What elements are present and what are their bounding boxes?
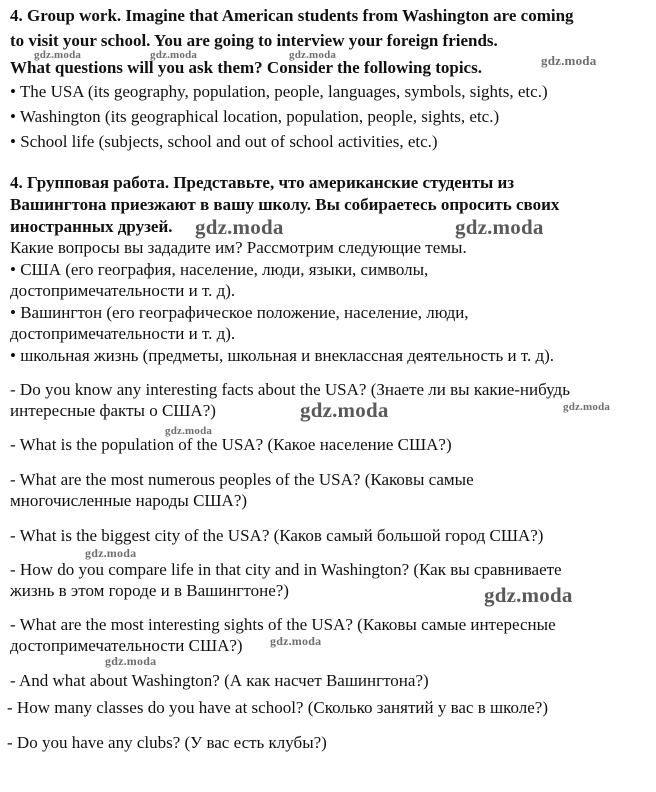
watermark: gdz.moda	[289, 49, 337, 61]
question-peoples-cont: многочисленные народы США?)	[10, 491, 248, 510]
watermark: gdz.moda	[85, 546, 137, 560]
english-bullet-washington: • Washington (its geographical location, population, people, sights, etc.)	[10, 107, 500, 126]
question-facts: - Do you know any interesting facts about the USA? (Знаете ли вы какие-нибудь	[10, 380, 570, 399]
russian-bullet-washington: • Вашингтон (его географическое положение, население, люди,	[10, 303, 469, 322]
question-compare-life: - How do you compare life in that city and in Washington? (Как вы сравниваете	[10, 560, 562, 579]
watermark: gdz.moda	[300, 398, 389, 422]
watermark: gdz.moda	[270, 634, 322, 648]
question-compare-life-cont: жизнь в этом городе и в Вашингтоне?)	[10, 581, 289, 600]
question-peoples: - What are the most numerous peoples of the USA? (Каковы самые	[10, 470, 474, 489]
english-task-line-1: 4. Group work. Imagine that American students from Washington are coming	[10, 6, 574, 25]
watermark: gdz.moda	[563, 401, 611, 413]
question-biggest-city: - What is the biggest city of the USA? (Каков самый большой город США?)	[10, 526, 544, 545]
russian-bullet-washington-cont: достопримечательности и т. д).	[10, 324, 236, 343]
watermark: gdz.moda	[541, 53, 597, 68]
russian-task-line-3: иностранных друзей.	[10, 217, 173, 236]
question-classes: - How many classes do you have at school? (Сколько занятий у вас в школе?)	[7, 698, 549, 717]
russian-task-line-1: 4. Групповая работа. Представьте, что американские студенты из	[10, 173, 515, 192]
watermark: gdz.moda	[165, 425, 213, 437]
question-sights: - What are the most interesting sights of the USA? (Каковы самые интересные	[10, 615, 556, 634]
watermark: gdz.moda	[455, 215, 544, 239]
question-sights-cont: достопримечательности США?)	[10, 636, 243, 655]
russian-bullet-usa-cont: достопримечательности и т. д).	[10, 281, 236, 300]
question-clubs: - Do you have any clubs? (У вас есть клубы?)	[7, 733, 327, 752]
watermark: gdz.moda	[34, 49, 82, 61]
question-facts-cont: интересные факты о США?)	[10, 401, 216, 420]
watermark: gdz.moda	[105, 654, 157, 668]
english-task-line-2: to visit your school. You are going to interview your foreign friends.	[10, 31, 498, 50]
question-washington: - And what about Washington? (А как насчет Вашингтона?)	[10, 671, 429, 690]
english-task-line-3: What questions will you ask them? Consider the following topics.	[10, 58, 482, 77]
english-bullet-school-life: • School life (subjects, school and out of school activities, etc.)	[10, 132, 438, 151]
watermark: gdz.moda	[484, 583, 573, 607]
russian-bullet-usa: • США (его география, население, люди, языки, символы,	[10, 260, 429, 279]
russian-bullet-school-life: • школьная жизнь (предметы, школьная и внеклассная деятельность и т. д).	[10, 346, 555, 365]
russian-intro: Какие вопросы вы зададите им? Рассмотрим следующие темы.	[10, 238, 467, 257]
watermark: gdz.moda	[150, 49, 198, 61]
english-bullet-usa: • The USA (its geography, population, people, languages, symbols, sights, etc.)	[10, 82, 548, 101]
russian-task-line-2: Вашингтона приезжают в вашу школу. Вы собираетесь опросить своих	[10, 195, 560, 214]
question-population: - What is the population of the USA? (Какое население США?)	[10, 435, 452, 454]
watermark: gdz.moda	[195, 215, 284, 239]
